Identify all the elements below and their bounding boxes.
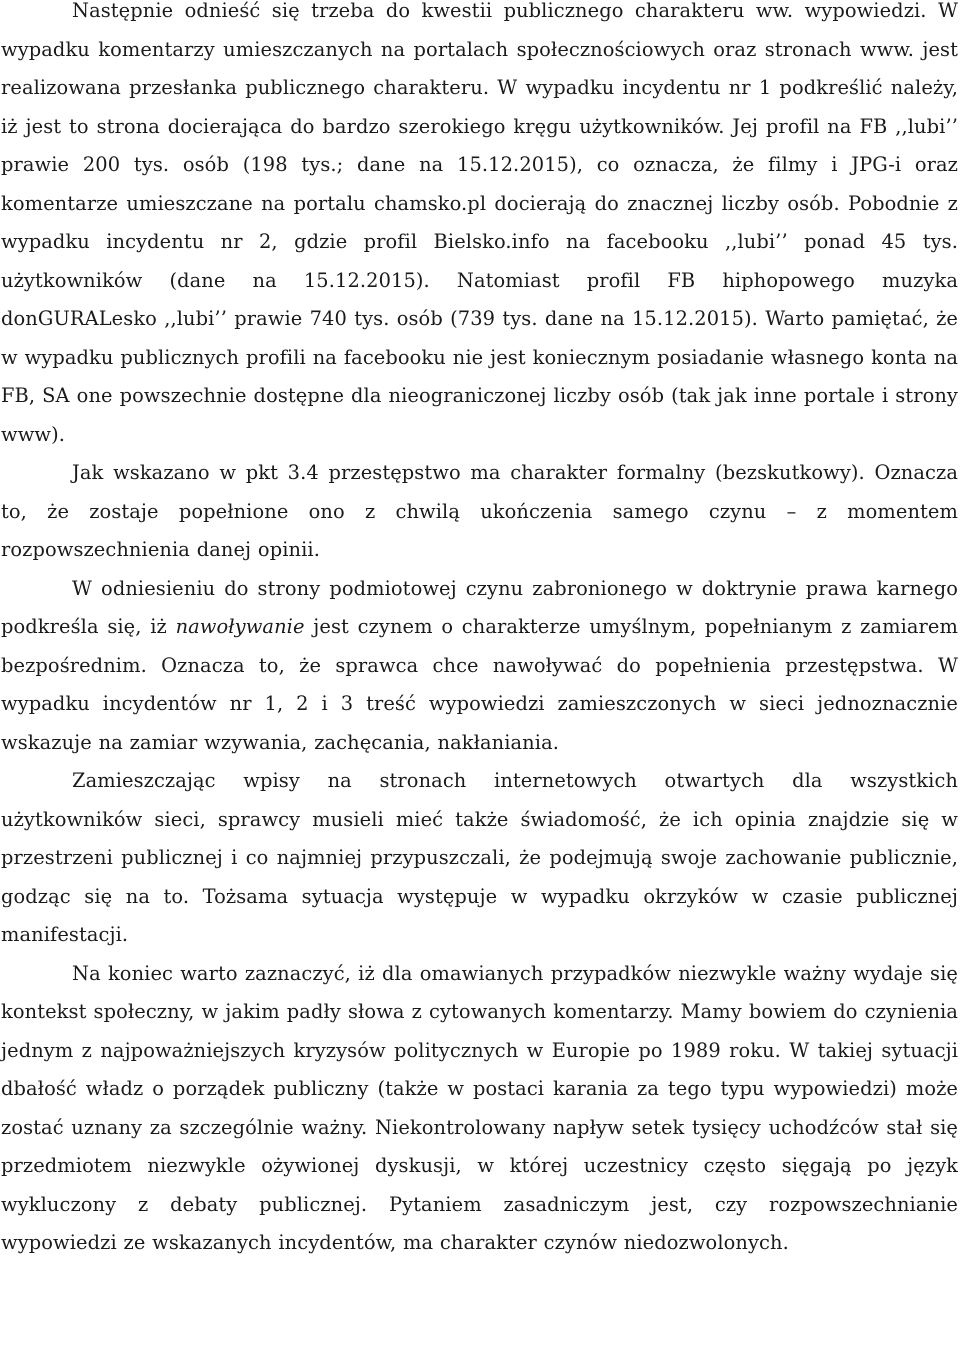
paragraph-public-character: Następnie odnieść się trzeba do kwestii publicznego charakteru ww. wypowiedzi. W wypadku komentarzy umieszczanych na portalach społecznościowych oraz stronach www. jest realizowana przesłanka publicznego charakteru. W wypadku incydentu nr 1 podkreślić należy, iż jest to strona docierająca do bardzo szerokiego kręgu użytkowników. Jej profil na FB ,,lubi’’ prawie 200 tys. osób (198 tys.; dane na 15.12.2015), co oznacza, że filmy i JPG-i oraz komentarze umieszczane na portalu chamsko.pl docierają do znacznej liczby osób. Pobodnie z wypadku incydentu nr 2, gdzie profil Bielsko.info na facebooku ,,lubi’’ ponad 45 tys. użytkowników (dane na 15.12.2015). Natomiast profil FB hiphopowego muzyka donGURALesko ,,lubi’’ prawie 740 tys. osób (739 tys. dane na 15.12.2015). Warto pamiętać, że w wypadku publicznych profili na facebooku nie jest koniecznym posiadanie własnego konta na FB, SA one powszechnie dostępne dla nieograniczonej liczby osób (tak jak inne portale i strony www). [1,0,958,446]
paragraph-awareness: Zamieszczając wpisy na stronach internetowych otwartych dla wszystkich użytkowników sieci, sprawcy musieli mieć także świadomość, że ich opinia znajdzie się w przestrzeni publicznej i co najmniej przypuszczali, że podejmują swoje zachowanie publicznie, godząc się na to. Tożsama sytuacja występuje w wypadku okrzyków w czasie publicznej manifestacji. [1,769,958,946]
emphasis-term: nawoływanie [175,615,305,638]
paragraph-formal-offense: Jak wskazano w pkt 3.4 przestępstwo ma charakter formalny (bezskutkowy). Oznacza to, że zostaje popełnione ono z chwilą ukończenia samego czynu – z momentem rozpowszechnienia danej opinii. [1,461,958,561]
paragraph-subjective-side [1,570,958,763]
paragraph-text-after: jest czynem o charakterze umyślnym, popełnianym z zamiarem bezpośrednim. Oznacza to, że sprawca chce nawoływać do popełnienia przestępstwa. W wypadku incydentów nr 1, 2 i 3 treść wypowiedzi zamieszczonych w sieci jednoznacznie wskazuje na zamiar wzywania, zachęcania, nakłaniania. [1,615,958,754]
paragraph-text-before: W odniesieniu do strony podmiotowej czynu zabronionego w doktrynie prawa karnego podkreśla się, iż [1,576,958,638]
document-page [1,0,958,1263]
paragraph-social-context: Na koniec warto zaznaczyć, iż dla omawianych przypadków niezwykle ważny wydaje się kontekst społeczny, w jakim padły słowa z cytowanych komentarzy. Mamy bowiem do czynienia jednym z najpoważniejszych kryzysów politycznych w Europie po 1989 roku. W takiej sytuacji dbałość władz o porządek publiczny (także w postaci karania za tego typu wypowiedzi) może zostać uznany za szczególnie ważny. Niekontrolowany napływ setek tysięcy uchodźców stał się przedmiotem niezwykle ożywionej dyskusji, w której uczestnicy często sięgają po język wykluczony z debaty publicznej. Pytaniem zasadniczym jest, czy rozpowszechnianie wypowiedzi ze wskazanych incydentów, ma charakter czynów niedozwolonych. [1,961,958,1254]
